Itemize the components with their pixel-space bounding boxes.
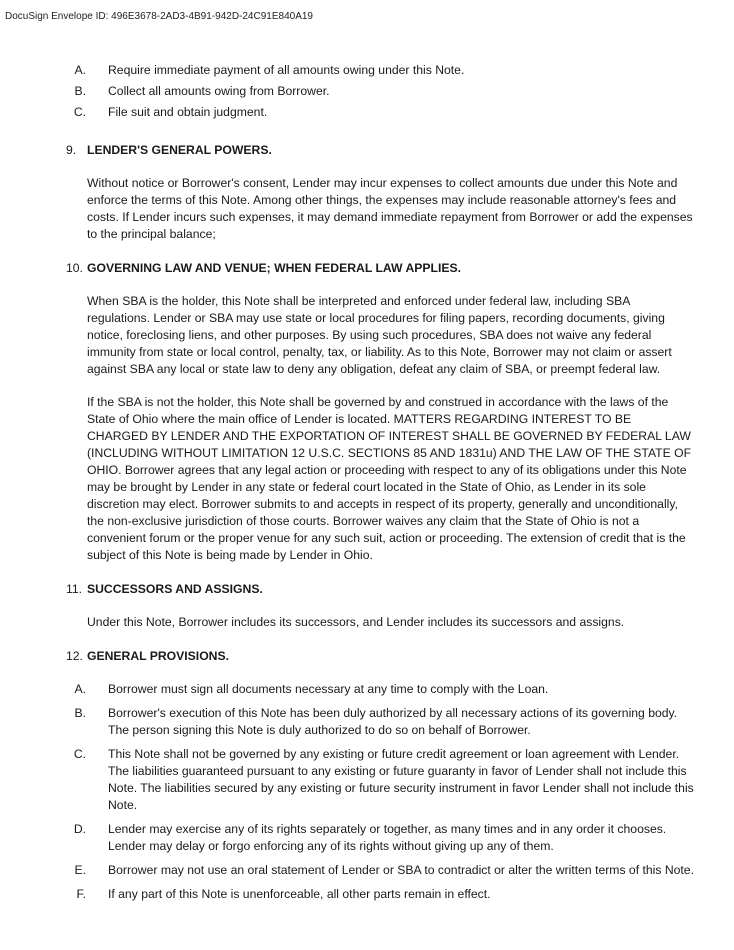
list-marker: A. <box>74 63 86 77</box>
list-item <box>66 705 694 739</box>
list-item-text: If any part of this Note is unenforceable, all other parts remain in effect. <box>108 887 491 901</box>
list-item-text: Borrower may not use an oral statement of Lender or SBA to contradict or alter the written terms of this Note. <box>108 863 694 877</box>
section-10-paragraph-1: When SBA is the holder, this Note shall be interpreted and enforced under federal law, including SBA regulations. Lender or SBA may use state or local procedures for filing papers, recording documents, giving notice, foreclosing liens, and other purposes. By using such procedures, SBA does not waive any federal immunity from state or local control, penalty, tax, or liability. As to this Note, Borrower may not claim or assert against SBA any local or state law to deny any obligation, defeat any claim of SBA, or preempt federal law. <box>87 294 672 376</box>
list-item-text: Require immediate payment of all amounts owing under this Note. <box>108 63 465 77</box>
general-provisions-list <box>66 681 694 903</box>
list-marker: C. <box>73 747 86 761</box>
list-item-text: Lender may exercise any of its rights separately or together, as many times and in any order it chooses. Lender may delay or forgo enforcing any of its rights without giving up any of them. <box>108 822 667 853</box>
section-11-paragraph: Under this Note, Borrower includes its successors, and Lender includes its successors and assigns. <box>87 615 625 629</box>
list-item <box>66 746 694 814</box>
list-item <box>66 62 694 79</box>
section-number: 12. <box>66 649 83 663</box>
list-item-text: Borrower's execution of this Note has been duly authorized by all necessary actions of its governing body. The person signing this Note is duly authorized to do so on behalf of Borrower. <box>108 706 678 737</box>
list-item <box>66 862 694 879</box>
section-number: 10. <box>66 261 83 275</box>
list-marker: B. <box>74 84 86 98</box>
section-number: 9. <box>66 143 77 157</box>
document-body <box>66 62 694 910</box>
list-item-text: This Note shall not be governed by any existing or future credit agreement or loan agreement with Lender. The liabilities guaranteed pursuant to any existing or future guaranty in favor of Lender shall not include this Note. The liabilities secured by any existing or future security instrument in favor Lender shall not include this Note. <box>108 747 694 812</box>
list-marker: E. <box>74 863 86 877</box>
section-title: GENERAL PROVISIONS. <box>87 649 229 663</box>
section-number: 11. <box>66 582 83 596</box>
remedies-list <box>66 62 694 121</box>
list-item <box>66 886 694 903</box>
section-11-heading <box>66 581 694 598</box>
list-marker: B. <box>74 706 86 720</box>
list-item <box>66 681 694 698</box>
section-title: LENDER'S GENERAL POWERS. <box>87 143 272 157</box>
section-12-heading <box>66 648 694 665</box>
list-item-text: Collect all amounts owing from Borrower. <box>108 84 330 98</box>
list-item <box>66 83 694 100</box>
list-item <box>66 104 694 121</box>
section-title: GOVERNING LAW AND VENUE; WHEN FEDERAL LAW APPLIES. <box>87 261 461 275</box>
list-item <box>66 821 694 855</box>
list-item-text: File suit and obtain judgment. <box>108 105 268 119</box>
list-item-text: Borrower must sign all documents necessary at any time to comply with the Loan. <box>108 682 549 696</box>
section-10-heading <box>66 260 694 277</box>
section-title: SUCCESSORS AND ASSIGNS. <box>87 582 263 596</box>
list-marker: C. <box>73 105 86 119</box>
section-9-paragraph: Without notice or Borrower's consent, Lender may incur expenses to collect amounts due under this Note and enforce the terms of this Note. Among other things, the expenses may include reasonable attorney's fees and costs. If Lender incurs such expenses, it may demand immediate repayment from Borrower or add the expenses to the principal balance; <box>87 176 693 241</box>
envelope-id: DocuSign Envelope ID: 496E3678-2AD3-4B91-942D-24C91E840A19 <box>5 11 313 22</box>
section-9-heading <box>66 142 694 159</box>
list-marker: D. <box>73 822 86 836</box>
section-10-paragraph-2: If the SBA is not the holder, this Note shall be governed by and construed in accordance with the laws of the State of Ohio where the main office of Lender is located. MATTERS REGARDING INTEREST TO BE CHARGED BY LENDER AND THE EXPORTATION OF INTEREST SHALL BE GOVERNED BY FEDERAL LAW (INCLUDING WITHOUT LIMITATION 12 U.S.C. SECTIONS 85 AND 1831u) AND THE LAW OF THE STATE OF OHIO. Borrower agrees that any legal action or proceeding with respect to any of its obligations under this Note may be brought by Lender in any state or federal court located in the State of Ohio, as Lender in its sole discretion may elect. Borrower submits to and accepts in respect of its property, generally and unconditionally, the non-exclusive jurisdiction of those courts. Borrower waives any claim that the State of Ohio is not a convenient forum or the proper venue for any such suit, action or proceeding. The extension of credit that is the subject of this Note is being made by Lender in Ohio. <box>87 395 692 562</box>
list-marker: F. <box>76 887 86 901</box>
list-marker: A. <box>74 682 86 696</box>
